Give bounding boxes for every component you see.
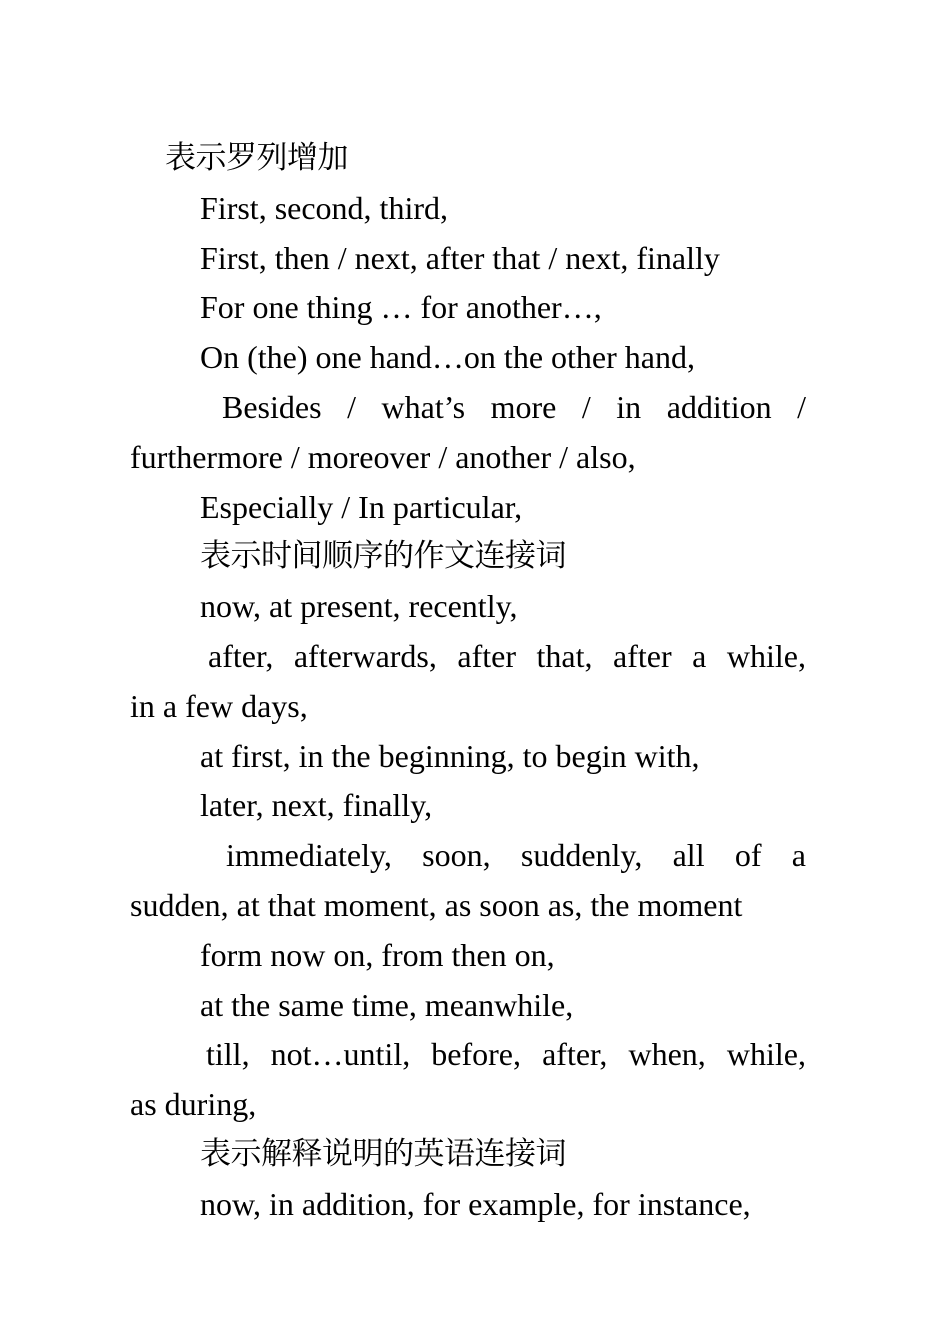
word: after: [613, 637, 672, 674]
wrapped-continuation: in a few days,: [130, 687, 308, 724]
word: addition: [666, 388, 772, 425]
text-line: For one thing … for another…,: [200, 289, 602, 326]
word: when,: [628, 1036, 706, 1073]
word: more: [490, 388, 557, 425]
section-heading-enumeration: 表示罗列增加: [165, 140, 348, 176]
wrapped-continuation: sudden, at that moment, as soon as, the moment: [130, 886, 743, 923]
word: immediately,: [226, 837, 392, 874]
word: after,: [208, 637, 274, 674]
word: Besides: [222, 388, 322, 425]
word: all: [672, 837, 705, 874]
word: suddenly,: [520, 837, 643, 874]
wrapped-first-line: [130, 632, 806, 682]
text-line: at the same time, meanwhile,: [200, 986, 574, 1023]
word: before,: [431, 1036, 521, 1073]
word: /: [347, 388, 356, 425]
word: till,: [206, 1036, 250, 1073]
wrapped-paragraph: [130, 383, 806, 483]
text-line: now, at present, recently,: [200, 588, 518, 625]
word: that,: [536, 637, 593, 674]
text-line: at first, in the beginning, to begin with,: [200, 737, 700, 774]
wrapped-continuation: as during,: [130, 1086, 257, 1123]
word: a: [692, 637, 707, 674]
word: after,: [542, 1036, 608, 1073]
word: after: [457, 637, 516, 674]
text-line: later, next, finally,: [200, 787, 433, 824]
word: while,: [726, 1036, 806, 1073]
word: soon,: [422, 837, 491, 874]
word: in: [616, 388, 642, 425]
wrapped-continuation: furthermore / moreover / another / also,: [130, 438, 636, 475]
word: a: [791, 837, 806, 874]
text-line: First, second, third,: [200, 189, 448, 226]
section-heading-time-order: 表示时间顺序的作文连接词: [200, 538, 566, 575]
word: afterwards,: [293, 637, 437, 674]
section-heading-explanation: 表示解释说明的英语连接词: [200, 1135, 566, 1172]
text-line: form now on, from then on,: [200, 936, 555, 973]
text-line: First, then / next, after that / next, finally: [200, 239, 720, 276]
word: not…until,: [270, 1036, 411, 1073]
word: of: [734, 837, 762, 874]
word: /: [797, 388, 806, 425]
wrapped-paragraph: [130, 831, 806, 931]
document-body: [130, 134, 806, 1230]
text-line: On (the) one hand…on the other hand,: [200, 339, 695, 376]
word: /: [581, 388, 591, 425]
wrapped-first-line: [130, 383, 806, 433]
text-line: Especially / In particular,: [200, 488, 523, 525]
wrapped-first-line: [130, 1030, 806, 1080]
wrapped-paragraph: [130, 632, 806, 732]
wrapped-first-line: [130, 831, 806, 881]
text-line: now, in addition, for example, for instance,: [200, 1185, 751, 1222]
word: what’s: [381, 388, 466, 425]
word: while,: [726, 637, 806, 674]
wrapped-paragraph: [130, 1030, 806, 1130]
